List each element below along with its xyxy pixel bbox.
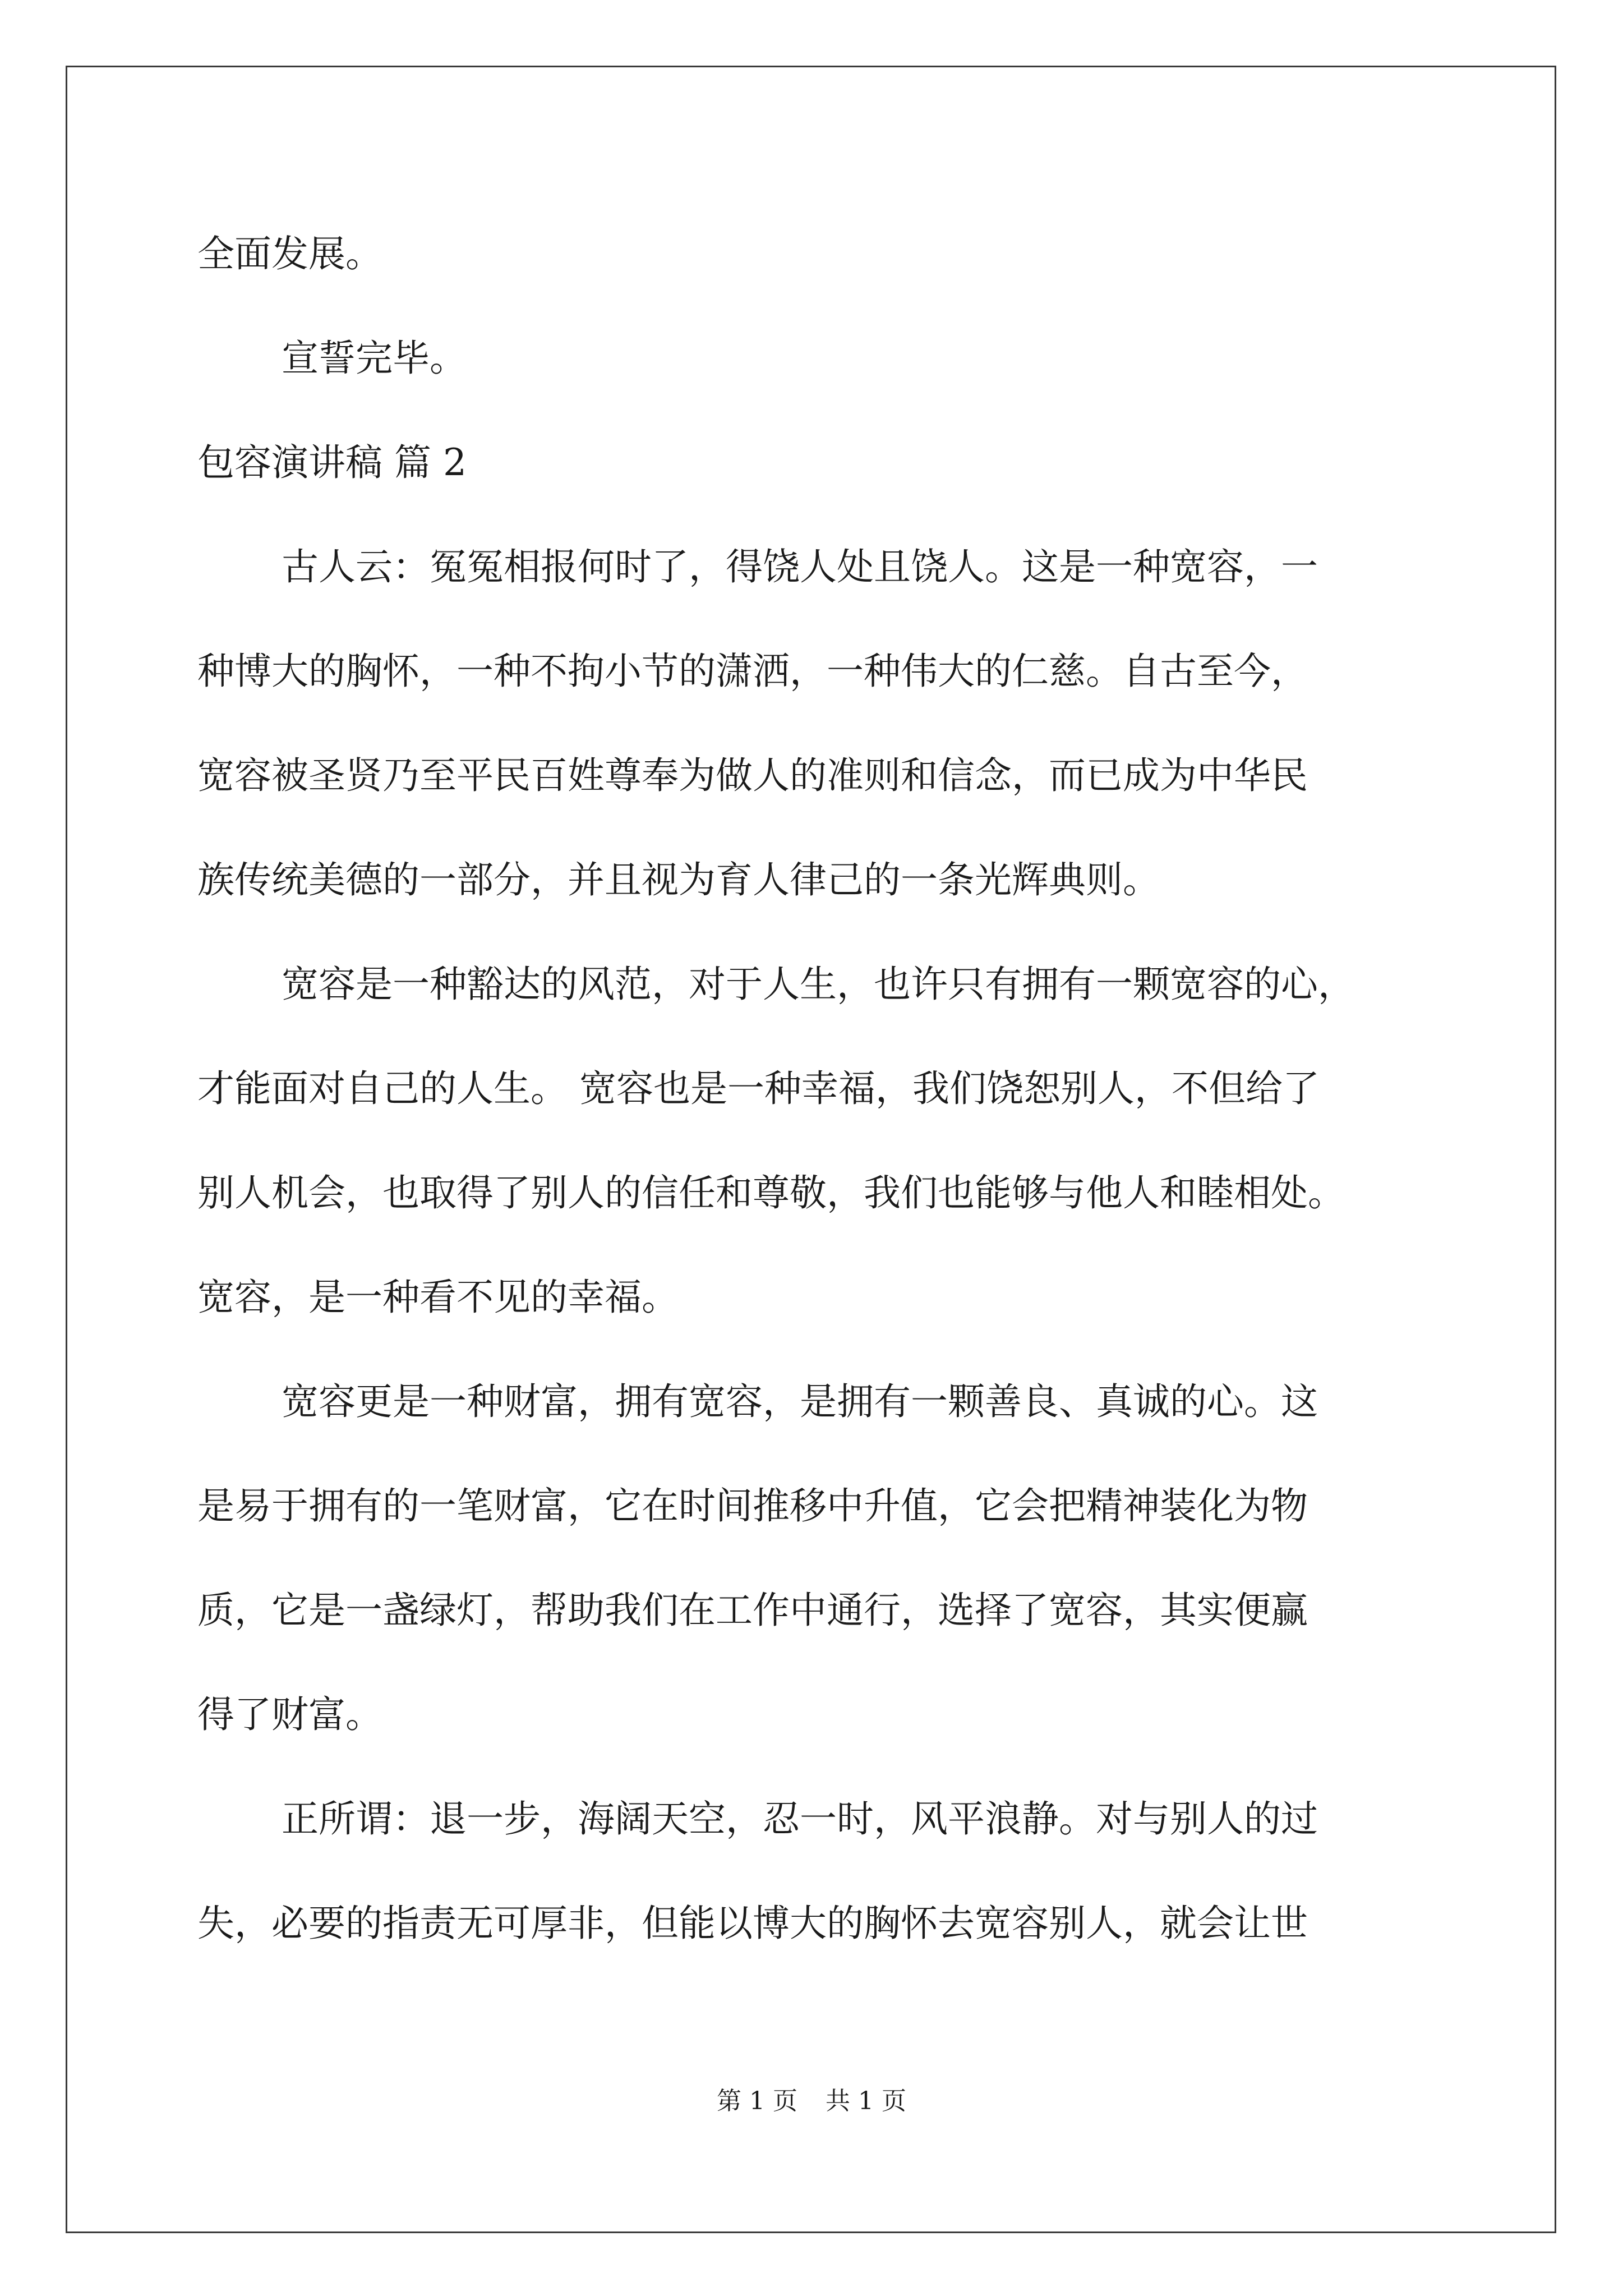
text-line: 宣誓完毕。 — [282, 337, 467, 380]
text-line: 正所谓：退一步，海阔天空，忍一时，风平浪静。对与别人的过 — [282, 1797, 1318, 1841]
text-line: 失，必要的指责无可厚非，但能以博大的胸怀去宽容别人，就会让世 — [197, 1902, 1308, 1945]
text-line: 得了财富。 — [197, 1693, 382, 1736]
page-footer — [0, 2085, 1623, 2118]
page-total: 共 1 页 — [826, 2087, 906, 2115]
text-line: 宽容被圣贤乃至平民百姓尊奉为做人的准则和信念，而已成为中华民 — [197, 754, 1308, 797]
text-line: 宽容是一种豁达的风范，对于人生，也许只有拥有一颗宽容的心， — [282, 963, 1355, 1006]
text-line: 别人机会，也取得了别人的信任和尊敬，我们也能够与他人和睦相处。 — [197, 1171, 1345, 1214]
text-line: 才能面对自己的人生。 宽容也是一种幸福，我们饶恕别人，不但给了 — [197, 1067, 1320, 1110]
text-line: 宽容，是一种看不见的幸福。 — [197, 1276, 679, 1319]
text-line: 是易于拥有的一笔财富，它在时间推移中升值，它会把精神装化为物 — [197, 1484, 1308, 1527]
section-heading: 包容演讲稿 篇 2 — [197, 441, 467, 484]
document-body — [197, 202, 1431, 1976]
text-line: 族传统美德的一部分，并且视为育人律己的一条光辉典则。 — [197, 858, 1160, 901]
page-number: 第 1 页 — [717, 2087, 797, 2115]
text-line: 古人云：冤冤相报何时了，得饶人处且饶人。这是一种宽容，一 — [282, 545, 1318, 588]
text-line: 质，它是一盏绿灯，帮助我们在工作中通行，选择了宽容，其实便赢 — [197, 1589, 1308, 1632]
text-line: 种博大的胸怀，一种不拘小节的潇洒，一种伟大的仁慈。自古至今， — [197, 650, 1308, 693]
text-line: 全面发展。 — [197, 232, 382, 275]
text-line: 宽容更是一种财富，拥有宽容，是拥有一颗善良、真诚的心。这 — [282, 1380, 1318, 1423]
